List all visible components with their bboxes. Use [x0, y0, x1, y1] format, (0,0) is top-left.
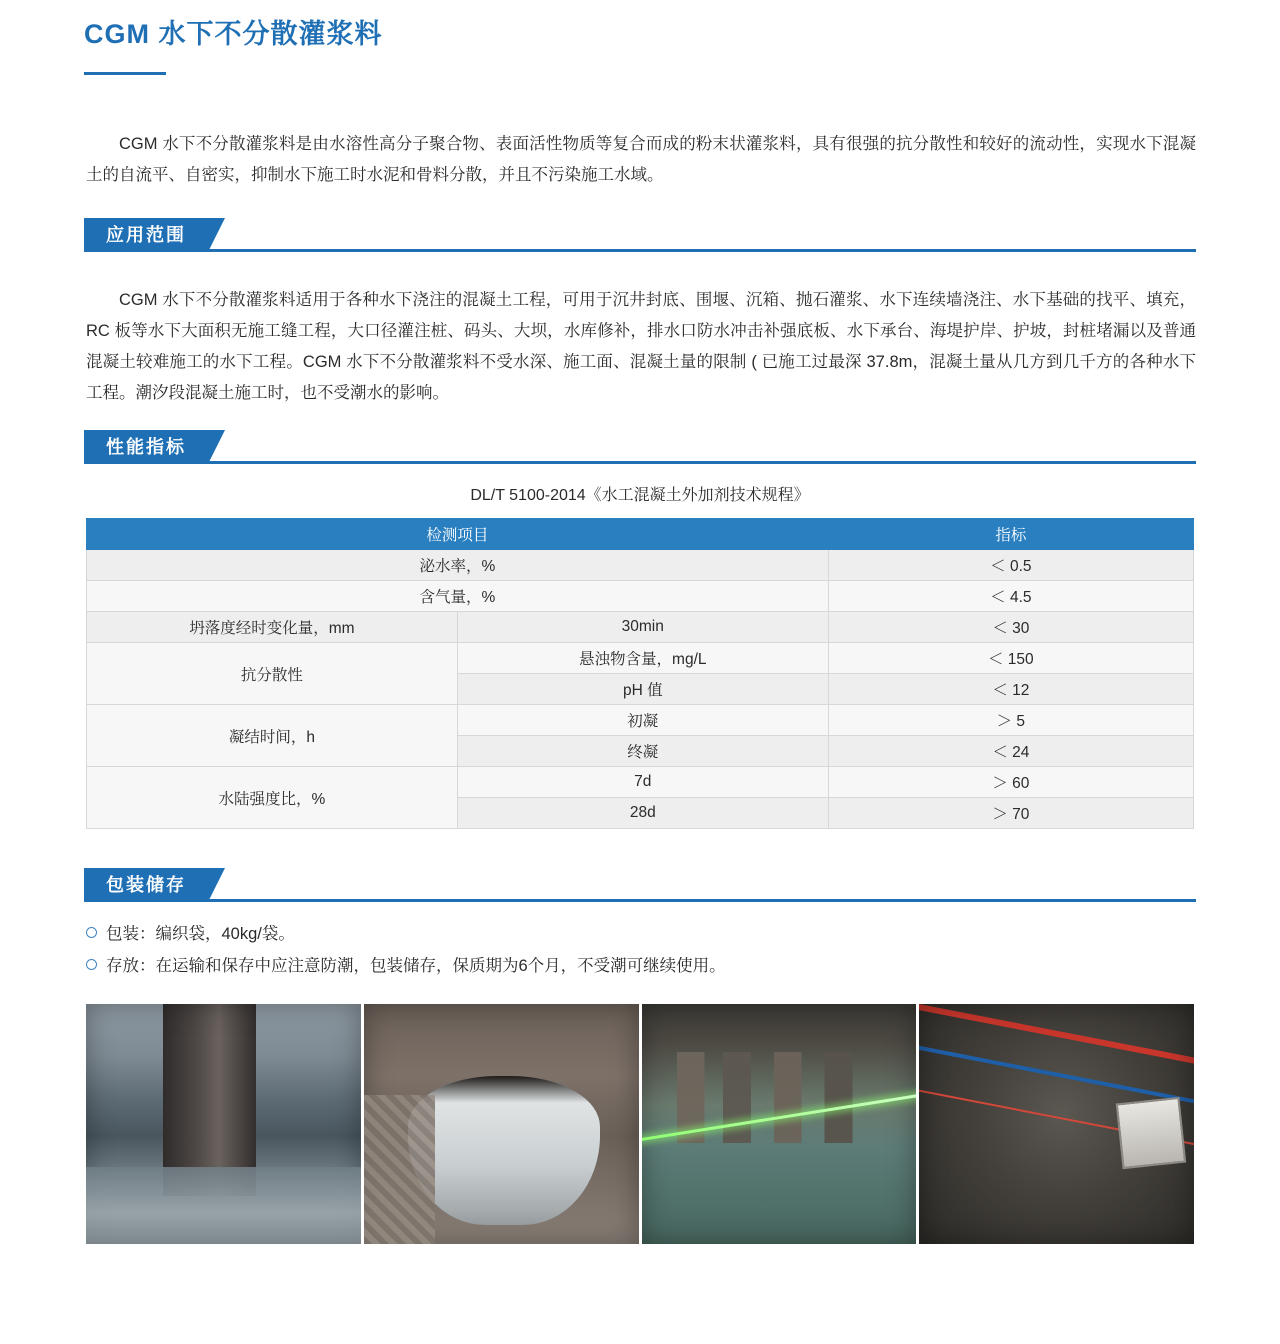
table-caption: DL/T 5100-2014《水工混凝土外加剂技术规程》 — [470, 487, 810, 504]
cell-value: ＜ 30 — [828, 612, 1193, 643]
cell-item: 泌水率，% — [87, 550, 829, 581]
cell-sub: 30min — [457, 612, 828, 643]
section-heading-performance-rule — [84, 461, 1196, 464]
photo-shaft-bottom-hoses — [919, 1004, 1194, 1244]
section-heading-packaging-rule — [84, 899, 1196, 902]
section-heading-scope-rule — [84, 249, 1196, 252]
cell-sub: 悬浊物含量，mg/L — [457, 643, 828, 674]
section-heading-scope-label: 应用范围 — [84, 218, 208, 252]
section-heading-scope — [84, 218, 1196, 252]
cell-item: 凝结时间，h — [87, 705, 458, 767]
intro-paragraph: CGM 水下不分散灌浆料是由水溶性高分子聚合物、表面活性物质等复合而成的粉末状灌浆料，具有很强的抗分散性和较好的流动性，实现水下混凝土的自流平、自密实，抑制水下施工时水泥和骨料分散，并且不污染施工水域。 — [86, 134, 1196, 184]
scope-paragraph: CGM 水下不分散灌浆料适用于各种水下浇注的混凝土工程，可用于沉井封底、围堰、沉箱、抛石灌浆、水下连续墙浇注、水下基础的找平、填充，RC 板等水下大面积无施工缝工程，大口径灌注桩、码头、大坝，水库修补，排水口防水冲击补强底板、水下承台、海堤护岸、护坡，封桩堵漏以及普通混凝土较难施工的水下工程。CGM 水下不分散灌浆料不受水深、施工面、混凝土量的限制 ( 已施工过最深 37.8m，混凝土量从几方到几千方的各种水下工程。潮汐段混凝土施工时，也不受潮水的影响。 — [86, 290, 1196, 402]
title-underline — [84, 72, 166, 75]
section-heading-performance-label: 性能指标 — [84, 430, 208, 464]
section-heading-packaging — [84, 868, 1196, 902]
performance-table — [86, 518, 1194, 829]
bullet-circle-icon — [86, 927, 97, 938]
bullet-circle-icon — [86, 959, 97, 970]
photo-gallery — [86, 1004, 1194, 1244]
page-title: CGM 水下不分散灌浆料 — [84, 19, 383, 49]
photo-vignette — [364, 1004, 639, 1244]
cell-item: 含气量，% — [87, 581, 829, 612]
cell-value: ＜ 24 — [828, 736, 1193, 767]
photo-repaired-pile-wrap — [364, 1004, 639, 1244]
section-heading-packaging-label: 包装储存 — [84, 868, 208, 902]
table-row — [87, 581, 1194, 612]
table-header-row — [87, 519, 1194, 550]
cell-sub: 终凝 — [457, 736, 828, 767]
list-item — [86, 952, 726, 976]
cell-value: ＞ 70 — [828, 798, 1193, 829]
photo-vignette — [919, 1004, 1194, 1244]
section-heading-performance — [84, 430, 1196, 464]
cell-item: 抗分散性 — [87, 643, 458, 705]
table-header-index: 指标 — [828, 519, 1193, 550]
cell-item: 水陆强度比，% — [87, 767, 458, 829]
cell-value: ＜ 150 — [828, 643, 1193, 674]
photo-vignette — [86, 1004, 361, 1244]
photo-vignette — [642, 1004, 917, 1244]
table-row — [87, 612, 1194, 643]
photo-bridge-piers-laser — [642, 1004, 917, 1244]
cell-value: ＜ 0.5 — [828, 550, 1193, 581]
cell-sub: 初凝 — [457, 705, 828, 736]
cell-sub: 7d — [457, 767, 828, 798]
list-item-label: 包装：编织袋，40kg/袋。 — [106, 925, 295, 943]
table-row — [87, 767, 1194, 798]
cell-item: 坍落度经时变化量，mm — [87, 612, 458, 643]
list-item — [86, 920, 295, 944]
cell-sub: pH 值 — [457, 674, 828, 705]
table-row — [87, 643, 1194, 674]
cell-value: ＜ 4.5 — [828, 581, 1193, 612]
cell-value: ＞ 5 — [828, 705, 1193, 736]
table-header-item: 检测项目 — [87, 519, 829, 550]
table-row — [87, 550, 1194, 581]
cell-value: ＞ 60 — [828, 767, 1193, 798]
photo-underwater-pier-column — [86, 1004, 361, 1244]
cell-sub: 28d — [457, 798, 828, 829]
table-row — [87, 705, 1194, 736]
cell-value: ＜ 12 — [828, 674, 1193, 705]
list-item-label: 存放：在运输和保存中应注意防潮，包装储存，保质期为6个月，不受潮可继续使用。 — [106, 957, 726, 975]
